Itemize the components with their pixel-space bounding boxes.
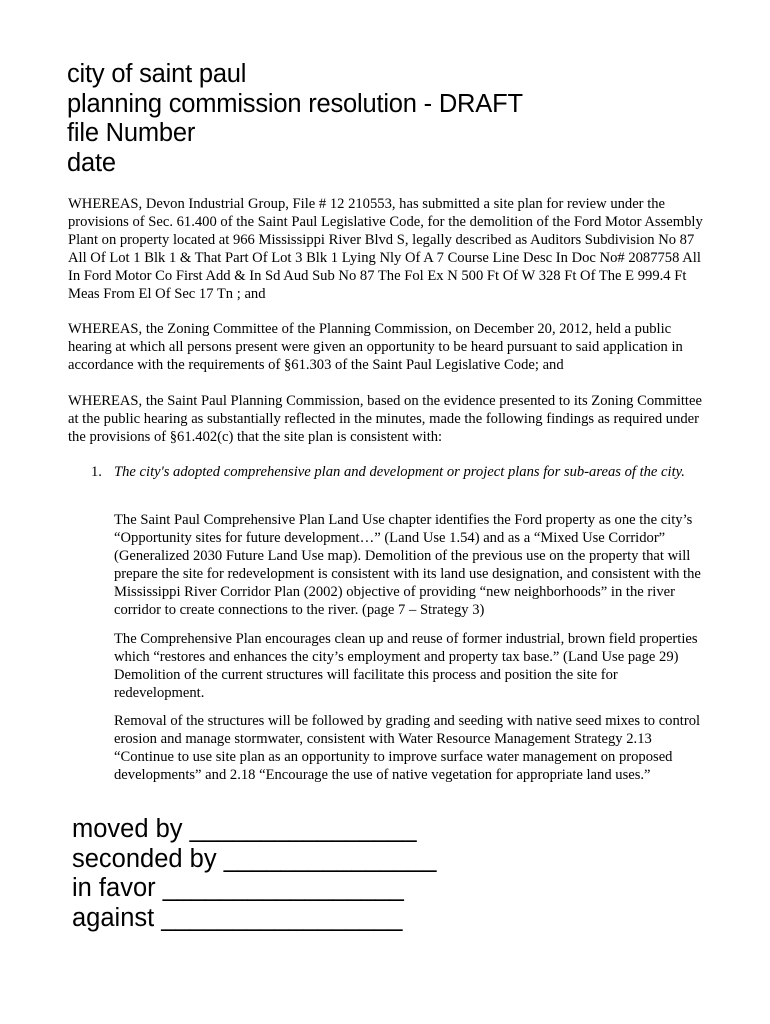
seconded-by-line: seconded by _______________ — [72, 844, 437, 873]
whereas-paragraph-hearing: WHEREAS, the Zoning Committee of the Planning Commission, on December 20, 2012, held a public hearing at which all persons present were given an opportunity to be heard pursuant to said application in accordance with the requirements of §61.303 of the Saint Paul Legislative Code; and — [68, 321, 683, 373]
finding-paragraph-brownfield: The Comprehensive Plan encourages clean up and reuse of former industrial, brown field properties which “restores and enhances the city’s employment and property tax base.” (Land Use page 29) Demolition of the current structures will facilitate this process and position the site for redevelopment. — [114, 631, 698, 701]
finding-paragraph-land-use: The Saint Paul Comprehensive Plan Land Use chapter identifies the Ford property as one the city’s “Opportunity sites for future development…” (Land Use 1.54) and as a “Mixed Use Corridor” (Generalized 2030 Future Land Use map). Demolition of the previous use on the property that will prepare the site for redevelopment is consistent with its land use designation, and consistent with the Mississippi River Corridor Plan (2002) objective of providing “new neighborhoods” in the river corridor to create connections to the river. (page 7 – Strategy 3) — [114, 512, 701, 618]
resolution-header — [67, 60, 523, 178]
resolution-title: planning commission resolution - DRAFT — [67, 89, 523, 118]
file-number-label: file Number — [67, 119, 196, 147]
finding-title: The city's adopted comprehensive plan and development or project plans for sub-areas of the city. — [114, 464, 685, 480]
moved-by-line: moved by ________________ — [72, 815, 417, 843]
city-name: city of saint paul — [67, 60, 247, 88]
whereas-paragraph-site-plan: WHEREAS, Devon Industrial Group, File # 12 210553, has submitted a site plan for review under the provisions of Sec. 61.400 of the Saint Paul Legislative Code, for the demolition of the Ford Motor Assembly Plant on property located at 966 Mississippi River Blvd S, legally described as Auditors Subdivision No 87 All Of Lot 1 Blk 1 & That Part Of Lot 3 Blk 1 Lying Nly Of A 7 Course Line Desc In Doc No# 2087758 All In Ford Motor Co First Add & In Sd Aud Sub No 87 The Fol Ex N 500 Ft Of W 328 Ft Of The E 999.4 Ft Meas From El Of Sec 17 Tn ; and — [68, 196, 703, 302]
whereas-paragraph-findings: WHEREAS, the Saint Paul Planning Commission, based on the evidence presented to its Zoning Committee at the public hearing as substantially reflected in the minutes, made the following findings as required under the provisions of §61.402(c) that the site plan is consistent with: — [68, 393, 702, 445]
in-favor-line: in favor _________________ — [72, 874, 404, 902]
finding-paragraph-stormwater: Removal of the structures will be followed by grading and seeding with native seed mixes to control erosion and manage stormwater, consistent with Water Resource Management Strategy 2.13 “Continue to use site plan as an opportunity to improve surface water management on proposed developments” and 2.18 “Encourage the use of native vegetation for appropriate land uses.” — [114, 713, 701, 783]
against-line: against _________________ — [72, 903, 403, 932]
date-label: date — [67, 148, 116, 177]
vote-record — [72, 815, 436, 933]
finding-number: 1. — [91, 464, 102, 480]
